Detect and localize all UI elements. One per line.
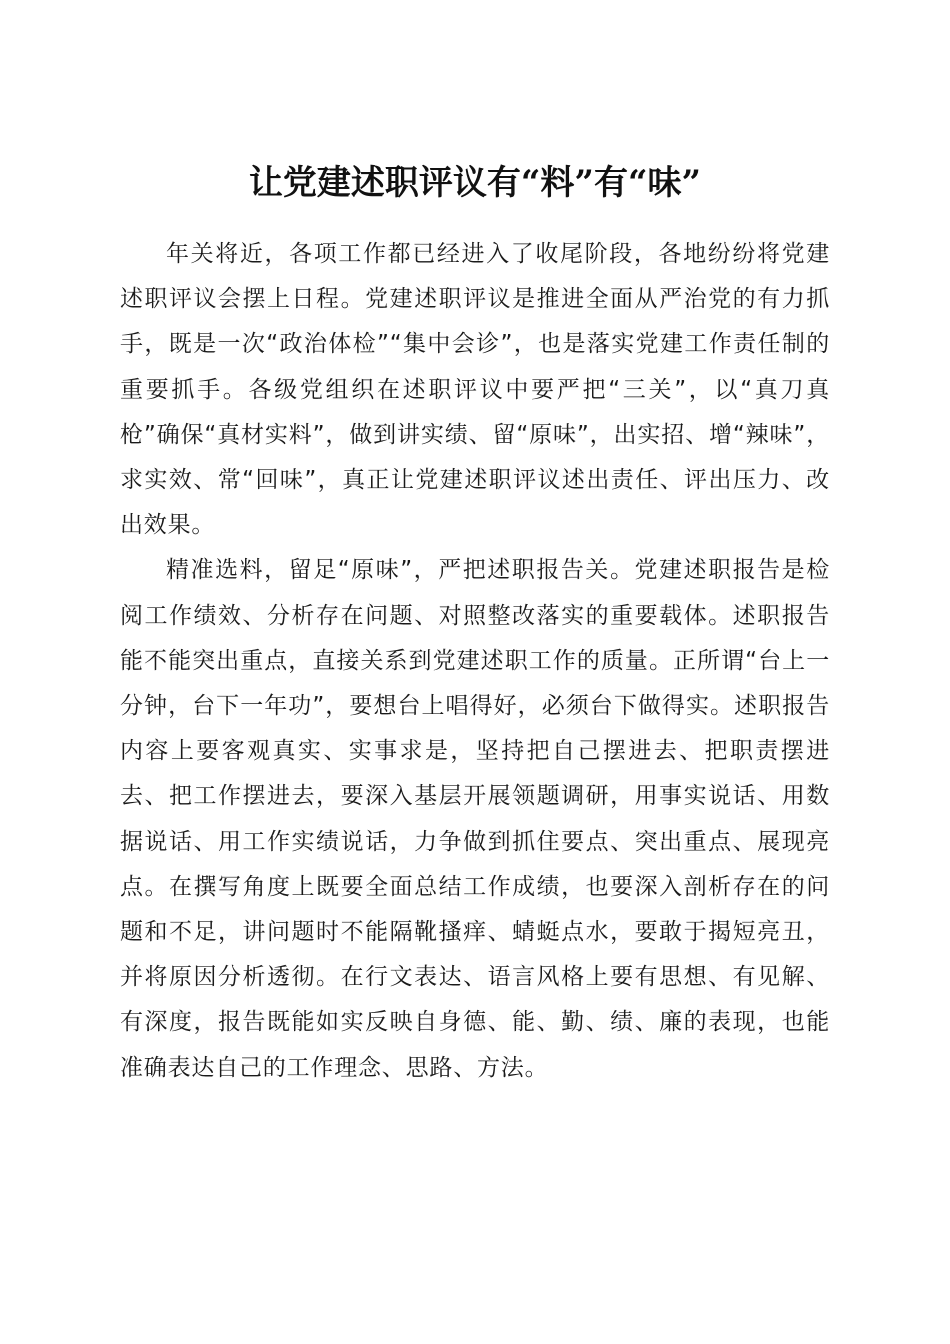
paragraph-report-section: 精准选料，留足“原味”，严把述职报告关。党建述职报告是检阅工作绩效、分析存在问题、对照整改落实的重要载体。述职报告能不能突出重点，直接关系到党建述职工作的质量。正所谓“台上一分钟，台下一年功”，要想台上唱得好，必须台下做得实。述职报告内容上要客观真实、实事求是，坚持把自己摆进去、把职责摆进去、把工作摆进去，要深入基层开展领题调研，用事实说话、用数据说话、用工作实绩说话，力争做到抓住要点、突出重点、展现亮点。在撰写角度上既要全面总结工作成绩，也要深入剖析存在的问题和不足，讲问题时不能隔靴搔痒、蜻蜓点水，要敢于揭短亮丑，并将原因分析透彻。在行文表达、语言风格上要有思想、有见解、有深度，报告既能如实反映自身德、能、勤、绩、廉的表现，也能准确表达自己的工作理念、思路、方法。: [120, 557, 830, 1081]
document-body: [120, 232, 830, 1091]
document-title: 让党建述职评议有“料”有“味”: [248, 162, 702, 203]
paragraph-intro: 年关将近，各项工作都已经进入了收尾阶段，各地纷纷将党建述职评议会摆上日程。党建述职评议是推进全面从严治党的有力抓手，既是一次“政治体检”“集中会诊”，也是落实党建工作责任制的重要抓手。各级党组织在述职评议中要严把“三关”，以“真刀真枪”确保“真材实料”，做到讲实绩、留“原味”，出实招、增“辣味”，求实效、常“回味”，真正让党建述职评议述出责任、评出压力、改出效果。: [120, 241, 830, 539]
